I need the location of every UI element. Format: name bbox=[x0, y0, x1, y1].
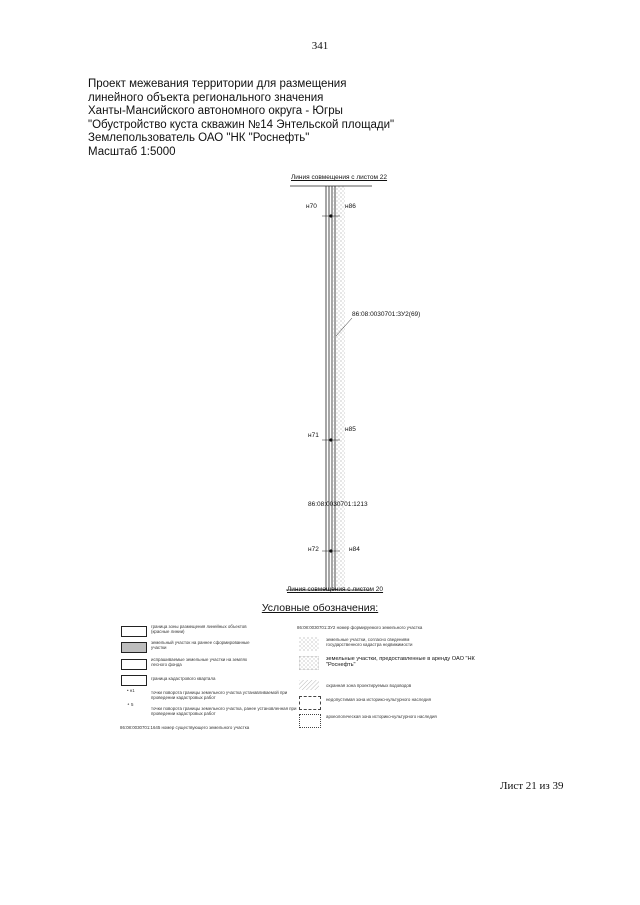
legend-right-4: охранная зона проектируемых водоводов bbox=[326, 683, 412, 688]
legend-left-6: точки поворота границы земельного участка, ранее установленная при проведении кадастровых работ bbox=[151, 706, 297, 717]
legend-left-4: граница кадастрового квартала bbox=[151, 676, 216, 681]
legend-right-3: земельные участки, предоставленные в аренду ОАО "НК "Роснефть" bbox=[326, 656, 475, 669]
page-number: 341 bbox=[311, 40, 329, 52]
legend-left-2: земельный участок на раннее сформированные участки bbox=[151, 640, 250, 651]
legend-right-5: недопустимая зона историко-культурного наследия bbox=[326, 697, 431, 702]
legend-symbol-red-lines bbox=[121, 626, 147, 637]
legend-left-1: граница зоны размещения линейных объектов (красные линии) bbox=[151, 624, 247, 635]
legend-symbol-leased-parcels bbox=[299, 656, 319, 670]
point-label-n85: н85 bbox=[345, 426, 356, 433]
legend-symbol-heritage-zone bbox=[299, 696, 321, 710]
existing-parcel-label: 86:08:0030701:1213 bbox=[308, 501, 368, 508]
parcel-label: 86:08:0030701:ЗУ2(69) bbox=[352, 311, 421, 318]
bottom-combination-label: Линия совмещения с листом 20 bbox=[287, 586, 384, 593]
point-label-n84: н84 bbox=[349, 546, 360, 553]
legend-symbol-new-point: • н1 bbox=[127, 688, 135, 693]
legend-symbol-gkn-parcels bbox=[299, 637, 319, 651]
title-line-2: линейного объекта регионального значения bbox=[88, 91, 324, 104]
title-line-3: Ханты-Мансийского автономного округа - Югры bbox=[88, 105, 343, 118]
sheet-number: Лист 21 из 39 bbox=[500, 780, 564, 792]
legend-symbol-archaeological-zone bbox=[299, 714, 321, 728]
legend-left-5: точки поворота границы земельного участка устанавливаемой при проведении кадастровых работ bbox=[151, 690, 288, 701]
legend-title: Условные обозначения: bbox=[261, 602, 379, 614]
title-line-4: "Обустройство куста скважин №14 Энтельской площади" bbox=[88, 118, 395, 131]
point-label-n70: н70 bbox=[306, 203, 317, 210]
point-label-n72: н72 bbox=[308, 546, 319, 553]
legend-symbol-n5: 5 bbox=[130, 702, 134, 707]
legend-right-6: археологическая зона историко-культурного наследия bbox=[326, 714, 437, 719]
legend-symbol-cadastral-quarter bbox=[121, 675, 147, 686]
legend-symbol-n1: н1 bbox=[129, 688, 135, 693]
title-line-6: Масштаб 1:5000 bbox=[88, 145, 176, 158]
legend-right-2: земельные участки, согласно сведениям государственного кадастра недвижимости bbox=[326, 637, 413, 648]
title-line-5: Землепользователь ОАО "НК "Роснефть" bbox=[88, 132, 310, 145]
point-n71-marker bbox=[329, 438, 332, 441]
legend-symbol-protection-zone bbox=[299, 680, 319, 690]
legend-symbol-forest-parcels bbox=[121, 659, 147, 670]
point-label-n86: н86 bbox=[345, 203, 356, 210]
point-n72-marker bbox=[329, 549, 332, 552]
top-combination-label: Линия совмещения с листом 22 bbox=[291, 174, 388, 181]
point-label-n71: н71 bbox=[308, 432, 319, 439]
title-line-1: Проект межевания территории для размещения bbox=[88, 78, 347, 90]
legend-symbol-formed-parcel bbox=[121, 642, 147, 653]
legend-left-3: испрашиваемые земельные участки на землях лесного фонда bbox=[151, 657, 248, 668]
legend-left-7: 86:08:0030701:1645 номер существующего земельного участка bbox=[120, 725, 250, 730]
legend-symbol-old-point: ∘ 5 bbox=[127, 702, 134, 707]
legend-right-1: 86:08:0030701:ЗУ2 номер формируемого земельного участка bbox=[297, 625, 423, 630]
point-n70-marker bbox=[329, 214, 332, 217]
